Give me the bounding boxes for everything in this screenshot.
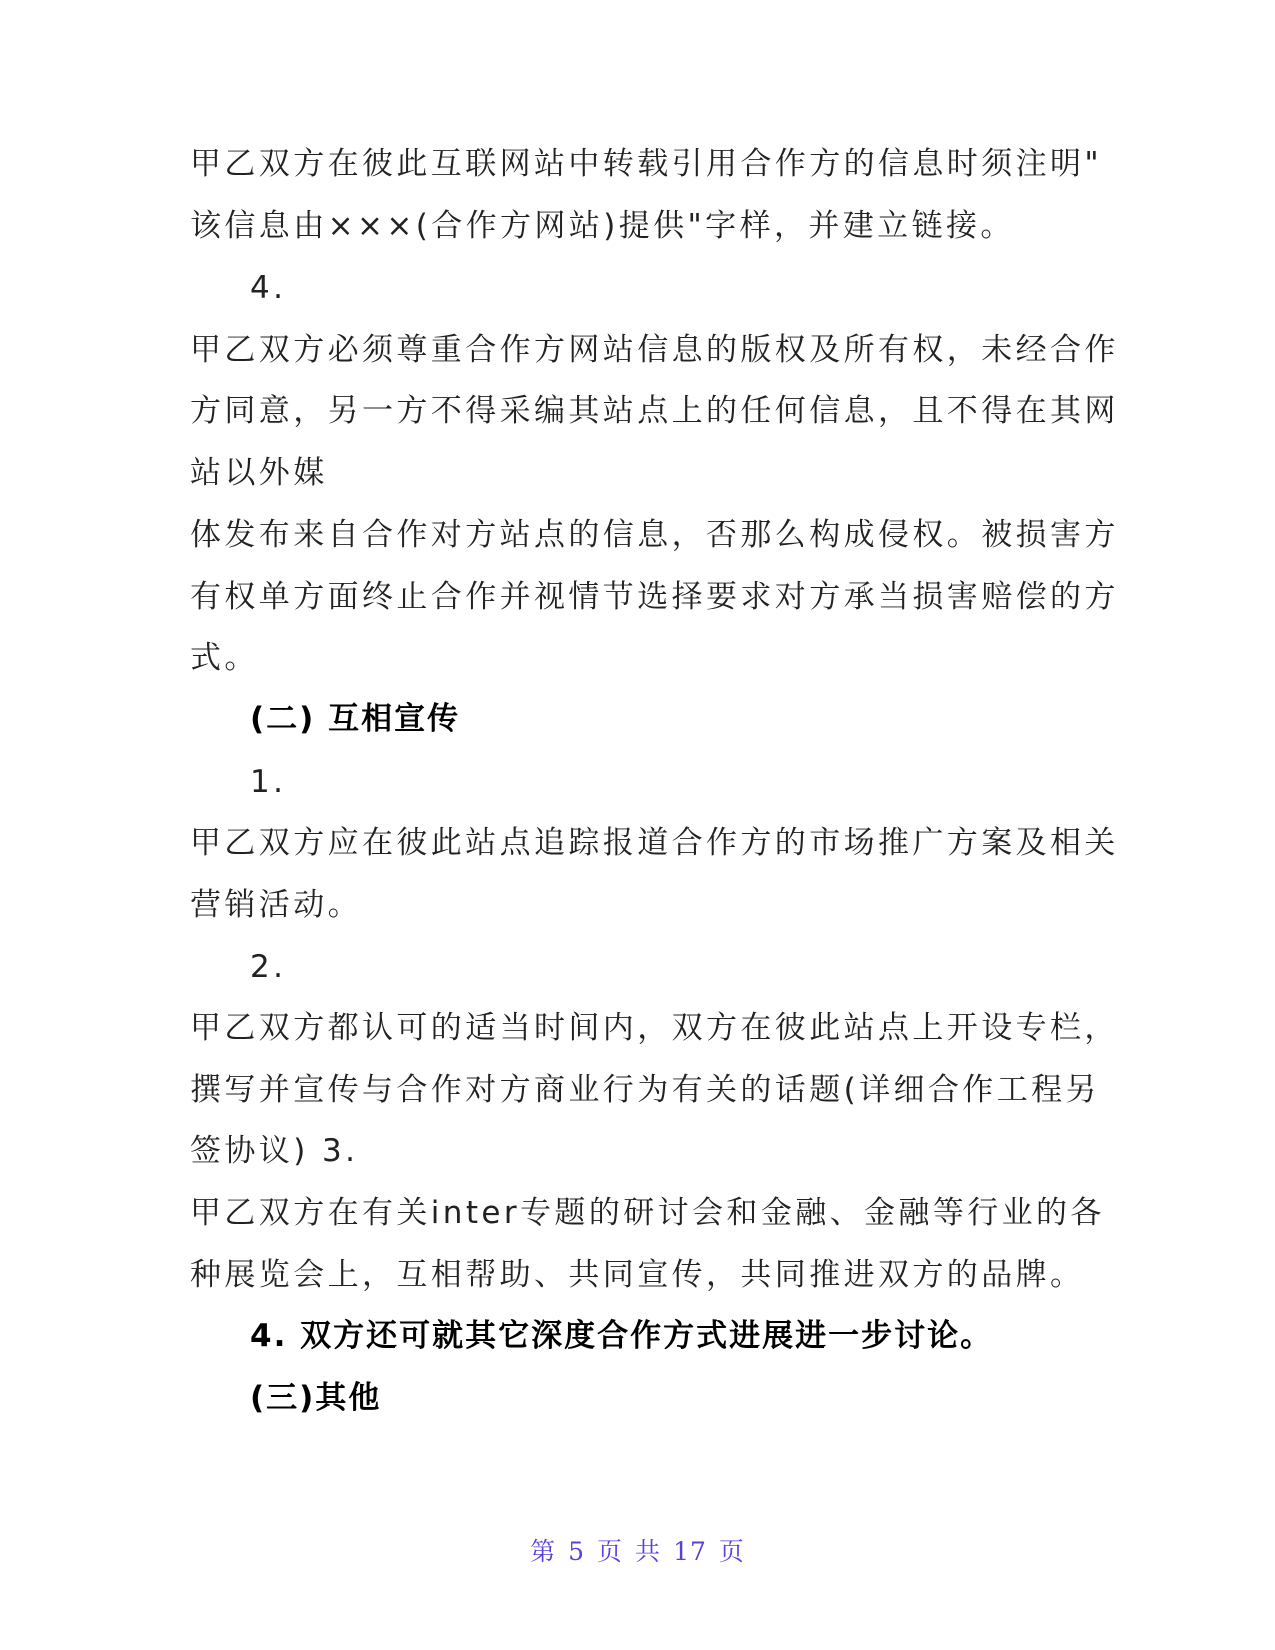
body-line: 该信息由×××(合作方网站)提供"字样，并建立链接。 [190,208,1015,244]
footer-total-word: 共 [635,1537,662,1566]
page-footer [0,1532,1275,1568]
list-number: 1. [250,764,287,800]
section-heading: (三)其他 [250,1380,382,1416]
bold-paragraph: 4. 双方还可就其它深度合作方式进展进一步讨论。 [250,1318,994,1354]
body-line: 甲乙双方应在彼此站点追踪报道合作方的市场推广方案及相关 [190,825,1119,861]
footer-prefix: 第 [530,1537,557,1566]
body-line: 撰写并宣传与合作对方商业行为有关的话题(详细合作工程另 [190,1072,1100,1108]
body-line: 种展览会上，互相帮助、共同宣传，共同推进双方的品牌。 [190,1257,1085,1293]
footer-current-page: 5 [568,1537,586,1566]
body-line: 营销活动。 [190,887,362,923]
body-line: 方同意，另一方不得采编其站点上的任何信息，且不得在其网 [190,393,1119,429]
footer-page-word: 页 [597,1537,624,1566]
body-line: 甲乙双方都认可的适当时间内，双方在彼此站点上开设专栏， [190,1010,1119,1046]
body-line: 甲乙双方在彼此互联网站中转载引用合作方的信息时须注明" [190,146,1103,182]
body-line: 甲乙双方必须尊重合作方网站信息的版权及所有权，未经合作 [190,332,1119,368]
footer-total-pages: 17 [673,1537,707,1566]
body-line: 甲乙双方在有关inter专题的研讨会和金融、金融等行业的各 [190,1195,1105,1231]
list-number: 4. [250,270,287,306]
footer-suffix: 页 [718,1537,745,1566]
body-line: 站以外媒 [190,455,328,491]
body-line: 有权单方面终止合作并视情节选择要求对方承当损害赔偿的方 [190,579,1119,615]
list-number: 2. [250,949,287,985]
body-line: 体发布来自合作对方站点的信息，否那么构成侵权。被损害方 [190,517,1119,553]
body-line: 式。 [190,640,259,676]
body-line: 签协议) 3. [190,1133,359,1169]
section-heading: (二) 互相宣传 [250,701,461,737]
